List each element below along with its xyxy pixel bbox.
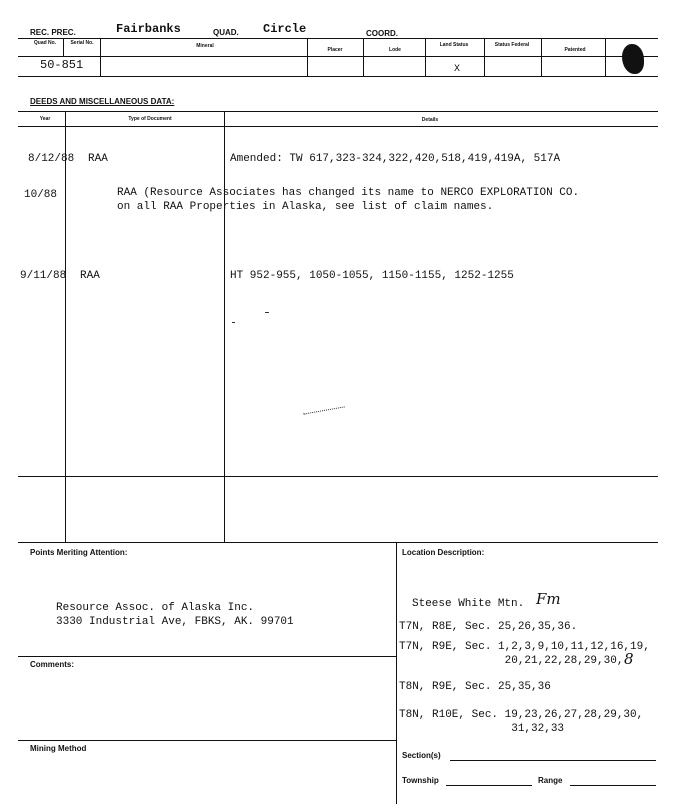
col-details: Details — [421, 117, 439, 123]
ink-blot — [622, 44, 644, 74]
col-year: Year — [39, 116, 51, 122]
deeds-divider-year — [65, 111, 66, 543]
header-bottom-rule — [18, 76, 658, 77]
col-placer: Placer — [327, 47, 343, 53]
township-label: Township — [402, 776, 439, 785]
header-divider-4 — [363, 38, 364, 76]
deed-type: RAA — [80, 270, 100, 282]
col-patented: Patented — [564, 47, 586, 53]
land-status-value: X — [454, 64, 461, 75]
deed-details: HT 952-955, 1050-1055, 1150-1155, 1252-1255 — [230, 270, 514, 282]
quad-label: QUAD. — [213, 28, 239, 37]
sections-label: Section(s) — [402, 751, 441, 760]
header-divider-6 — [484, 38, 485, 76]
sections-blank-line — [450, 760, 656, 761]
location-place: Steese White Mtn. — [412, 598, 525, 610]
rec-prec-value: Fairbanks — [116, 22, 181, 36]
col-type-of-document: Type of Document — [128, 116, 172, 122]
quad-value: Circle — [263, 22, 307, 36]
quad-serial-value: 50-851 — [40, 58, 84, 72]
location-description-label: Location Description: — [402, 548, 485, 557]
deed-details: RAA (Resource Associates has changed its name to NERCO EXPLORATION CO. on all RAA Properties in Alaska, see list of claim names. — [117, 187, 580, 213]
location-handwritten-8: 8 — [624, 650, 634, 668]
comments-label: Comments: — [30, 660, 75, 669]
location-row: T7N, R9E, Sec. 1,2,3,9,10,11,12,16,19, 20,21,22,28,29,30, — [399, 641, 650, 667]
header-divider-3 — [307, 38, 308, 76]
deeds-bottom-rule — [18, 476, 658, 477]
col-status-federal: Status Federal — [494, 42, 530, 48]
comments-rule — [18, 656, 396, 657]
range-blank-line — [570, 785, 656, 786]
deeds-colhead-rule — [18, 126, 658, 127]
col-mineral: Mineral — [196, 43, 214, 49]
deeds-section-title: DEEDS AND MISCELLANEOUS DATA: — [30, 97, 175, 106]
deeds-divider-type — [224, 111, 225, 543]
deed-details: Amended: TW 617,323-324,322,420,518,419,419A, 517A — [230, 153, 561, 165]
header-divider-1 — [63, 38, 64, 56]
speck — [232, 322, 235, 323]
mining-method-label: Mining Method — [30, 744, 87, 753]
lower-top-rule — [18, 542, 658, 543]
col-land-status: Land Status — [439, 42, 469, 48]
location-row: T8N, R9E, Sec. 25,35,36 — [399, 681, 551, 693]
speck — [265, 312, 269, 313]
deed-year: 8/12/88 — [28, 153, 75, 165]
header-divider-5 — [425, 38, 426, 76]
range-label: Range — [538, 776, 563, 785]
header-top-rule — [18, 38, 658, 39]
header-divider-8 — [605, 38, 606, 76]
township-blank-line — [446, 785, 532, 786]
col-serial-no: Serial No. — [70, 40, 94, 46]
location-row: T8N, R10E, Sec. 19,23,26,27,28,29,30, 31,32,33 — [399, 709, 644, 735]
speck — [303, 406, 345, 414]
location-handwritten-initials: Fm — [536, 590, 561, 608]
deed-type: RAA — [88, 153, 108, 165]
deed-year: 10/88 — [24, 189, 58, 201]
deeds-top-rule — [18, 111, 658, 112]
header-colhead-rule — [18, 56, 658, 57]
coord-label: COORD. — [366, 29, 398, 38]
points-line-2: 3330 Industrial Ave, FBKS, AK. 99701 — [56, 616, 294, 628]
location-row: T7N, R8E, Sec. 25,26,35,36. — [399, 621, 578, 633]
mining-rule — [18, 740, 396, 741]
points-line-1: Resource Assoc. of Alaska Inc. — [56, 602, 255, 614]
points-meriting-attention-label: Points Meriting Attention: — [30, 548, 128, 557]
col-quad-no: Quad No. — [33, 40, 57, 46]
lower-center-divider — [396, 542, 397, 804]
rec-prec-label: REC. PREC. — [30, 28, 76, 37]
col-lode: Lode — [389, 47, 401, 53]
header-divider-7 — [541, 38, 542, 76]
deed-year: 9/11/88 — [20, 270, 67, 282]
header-divider-2 — [100, 38, 101, 76]
